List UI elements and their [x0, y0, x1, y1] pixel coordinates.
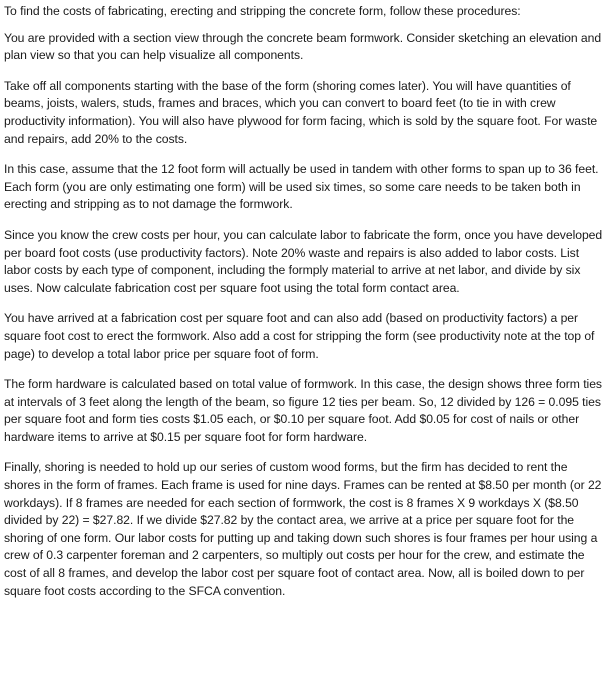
paragraph-shoring: Finally, shoring is needed to hold up our series of custom wood forms, but the firm has decided to rent the shores in the form of frames. Each frame is used for nine days. Frames can be rented at $8.50 per month (or 22 workdays). If 8 frames are needed for each section of formwork, the cost is 8 frames X 9 workdays X ($8.50 divided by 22) = $27.82. If we divide $27.82 by the contact area, we arrive at a price per square foot for the shoring of one form. Our labor costs for putting up and taking down such shores is four frames per hour using a crew of 0.3 carpenter foreman and 2 carpenters, so multiply out costs per hour for the crew, and estimate the cost of all 8 frames, and develop the labor cost per square foot of contact area. Now, all is boiled down to per square foot costs according to the SFCA convention. [4, 460, 602, 598]
paragraph-intro: To find the costs of fabricating, erecting and stripping the concrete form, follow these procedures: [4, 4, 521, 18]
paragraph-form-hardware: The form hardware is calculated based on total value of formwork. In this case, the design shows three form ties at intervals of 3 feet along the length of the beam, so figure 12 ties per beam. So, 12 divided by 126 = 0.095 ties per square foot and form ties costs $1.05 each, or $0.10 per square foot. Add $0.05 for cost of nails or other hardware items to arrive at $0.15 per square foot for form hardware. [4, 377, 602, 444]
paragraph-fabrication-labor: Since you know the crew costs per hour, you can calculate labor to fabricate the form, once you have developed per board foot costs (use productivity factors). Note 20% waste and repairs is also added to labor costs. List labor costs by each type of component, including the formply material to arrive at net labor, and divide by six uses. Now calculate fabrication cost per square foot using the total form contact area. [4, 227, 603, 295]
paragraph-tandem-forms: In this case, assume that the 12 foot form will actually be used in tandem with other forms to span up to 36 feet. Each form (you are only estimating one form) will be used six times, so some care needs to be taken both in erecting and stripping as to not damage the formwork. [4, 162, 599, 212]
paragraph-takeoff: Take off all components starting with the base of the form (shoring comes later). You will have quantities of beams, joists, walers, studs, frames and braces, which you can convert to board feet (to tie in with crew productivity information). You will also have plywood for form facing, which is sold by the square foot. For waste and repairs, add 20% to the costs. [4, 78, 598, 146]
document-body [4, 3, 604, 611]
paragraph-erect-strip: You have arrived at a fabrication cost per square foot and can also add (based on productivity factors) a per square foot cost to erect the formwork. Also add a cost for stripping the form (see productivity note at the top of page) to develop a total labor price per square foot of form. [4, 311, 595, 361]
paragraph-section-view: You are provided with a section view through the concrete beam formwork. Consider sketching an elevation and plan view so that you can help visualize all components. [4, 30, 602, 63]
